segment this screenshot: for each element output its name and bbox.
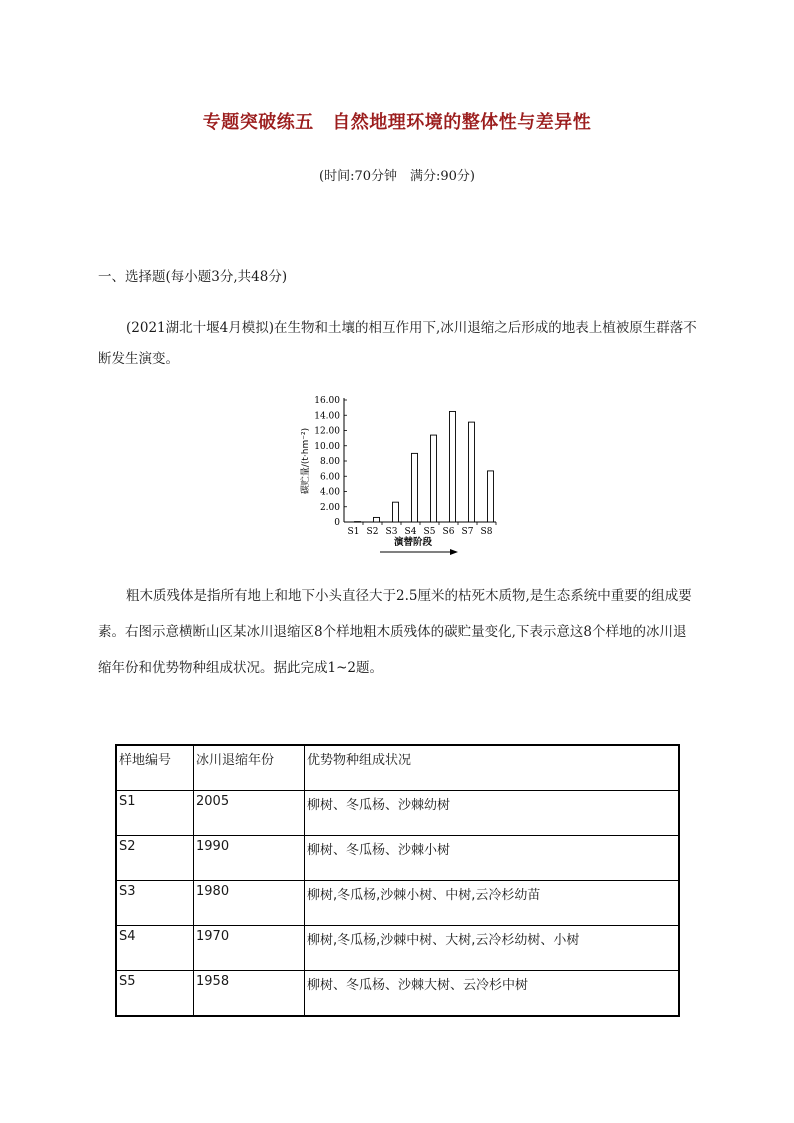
y-tick-label: 6.00 <box>319 472 340 483</box>
bar <box>374 517 380 522</box>
y-tick-label: 14.00 <box>314 411 340 422</box>
sample-plot-table <box>115 744 680 1017</box>
cell-retreat-year: 2005 <box>194 791 305 836</box>
x-tick-label: S1 <box>347 527 360 537</box>
cell-retreat-year: 1990 <box>194 836 305 881</box>
x-tick-label: S7 <box>461 527 474 537</box>
x-tick-label: S6 <box>442 527 455 537</box>
x-tick-label: S2 <box>366 527 379 537</box>
header-dominant-species: 优势物种组成状况 <box>305 745 680 791</box>
table-row <box>116 791 679 836</box>
y-tick-label: 2.00 <box>319 502 340 513</box>
cell-plot-id: S1 <box>116 791 194 836</box>
cell-retreat-year: 1980 <box>194 881 305 926</box>
bar <box>393 502 399 522</box>
table-row <box>116 881 679 926</box>
cell-species: 柳树、冬瓜杨、沙棘大树、云冷杉中树 <box>305 971 680 1017</box>
carbon-storage-chart <box>296 393 506 563</box>
intro-paragraph: (2021湖北十堰4月模拟)在生物和土壤的相互作用下,冰川退缩之后形成的地表上植被原生群落不断发生演变。 <box>98 320 697 367</box>
table-row <box>116 926 679 971</box>
x-tick-label: S8 <box>480 527 493 537</box>
x-tick-label: S3 <box>385 527 398 537</box>
bar <box>450 411 456 522</box>
header-retreat-year: 冰川退缩年份 <box>194 745 305 791</box>
cell-species: 柳树,冬瓜杨,沙棘中树、大树,云冷杉幼树、小树 <box>305 926 680 971</box>
y-tick-label: 16.00 <box>314 396 340 406</box>
bar <box>412 453 418 522</box>
exam-info: (时间:70分钟 满分:90分) <box>319 169 475 184</box>
cell-plot-id: S5 <box>116 971 194 1017</box>
cell-plot-id: S2 <box>116 836 194 881</box>
cell-retreat-year: 1958 <box>194 971 305 1017</box>
bar <box>488 471 494 522</box>
x-axis-label: 演替阶段 <box>393 537 433 548</box>
y-tick-label: 0 <box>334 518 340 528</box>
table-row <box>116 836 679 881</box>
cell-species: 柳树、冬瓜杨、沙棘幼树 <box>305 791 680 836</box>
cell-plot-id: S3 <box>116 881 194 926</box>
table-header-row <box>116 745 679 791</box>
cell-species: 柳树,冬瓜杨,沙棘小树、中树,云冷杉幼苗 <box>305 881 680 926</box>
y-tick-label: 8.00 <box>319 457 340 467</box>
x-tick-label: S5 <box>423 527 436 537</box>
y-tick-label: 12.00 <box>314 426 340 437</box>
cell-species: 柳树、冬瓜杨、沙棘小树 <box>305 836 680 881</box>
bar <box>355 522 361 523</box>
y-axis-label: 碳贮量/(t·hm⁻²) <box>301 427 311 495</box>
cell-retreat-year: 1970 <box>194 926 305 971</box>
bar <box>431 435 437 522</box>
section-heading: 一、选择题(每小题3分,共48分) <box>98 269 288 285</box>
bar <box>469 422 475 522</box>
y-tick-label: 4.00 <box>319 487 340 498</box>
page-title: 专题突破练五 自然地理环境的整体性与差异性 <box>202 112 592 133</box>
y-tick-label: 10.00 <box>314 441 340 452</box>
table-row <box>116 971 679 1017</box>
x-tick-label: S4 <box>404 527 417 537</box>
cell-plot-id: S4 <box>116 926 194 971</box>
header-plot-id: 样地编号 <box>116 745 194 791</box>
chart-description-paragraph: 粗木质残体是指所有地上和地下小头直径大于2.5厘米的枯死木质物,是生态系统中重要的组成要素。右图示意横断山区某冰川退缩区8个样地粗木质残体的碳贮量变化,下表示意这8个样地的冰川退缩年份和优势物种组成状况。据此完成1~2题。 <box>98 588 692 676</box>
arrow-head-icon <box>450 549 458 555</box>
